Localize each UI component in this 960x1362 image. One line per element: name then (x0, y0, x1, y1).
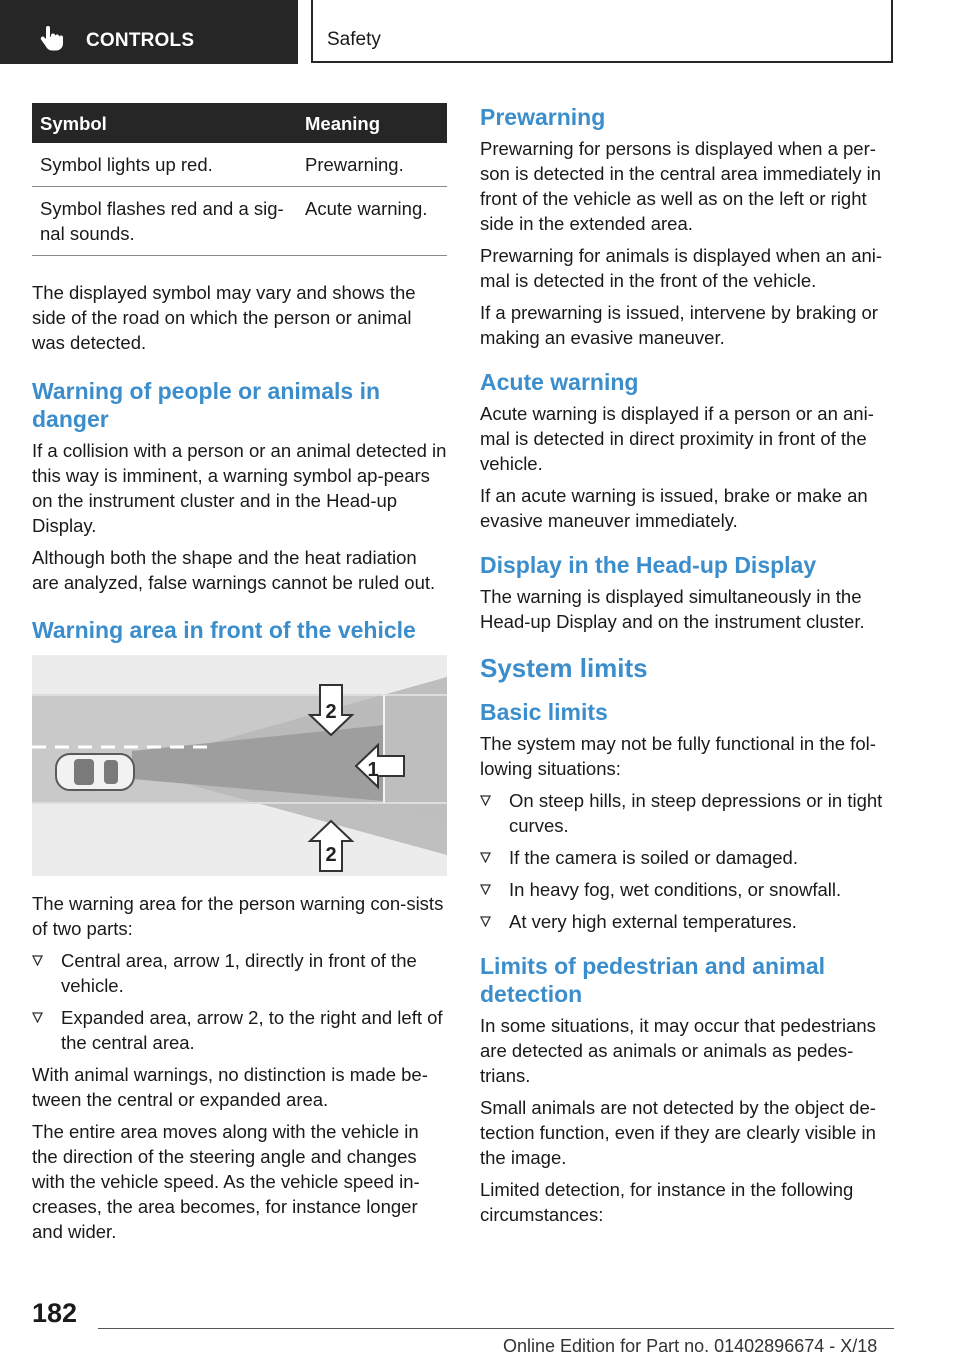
list-item-text: In heavy fog, wet conditions, or snowfall. (509, 879, 842, 900)
list-item (480, 909, 896, 934)
heading-acute-warning: Acute warning (480, 369, 639, 395)
chapter-label: CONTROLS (86, 30, 195, 51)
warning-area-list (32, 948, 447, 1055)
paragraph: With animal warnings, no distinction is made be‐tween the central or expanded area. (32, 1064, 428, 1110)
triangle-bullet-icon (480, 916, 491, 927)
triangle-bullet-icon (480, 795, 491, 806)
triangle-bullet-icon (480, 884, 491, 895)
paragraph: Although both the shape and the heat radiation are analyzed, false warnings cannot be ruled out. (32, 547, 436, 593)
heading-hud: Display in the Head-up Display (480, 552, 817, 578)
paragraph: Small animals are not detected by the object de‐tection function, even if they are clearly visible in the image. (480, 1097, 876, 1168)
heading-basic-limits: Basic limits (480, 699, 608, 725)
paragraph: The entire area moves along with the vehicle in the direction of the steering angle and changes with the vehicle speed. As the vehicle speed in‐creases, the area becomes, for instance longer and wider. (32, 1121, 420, 1242)
paragraph: The system may not be fully functional in the fol‐lowing situations: (480, 733, 876, 779)
list-item (32, 948, 447, 998)
arrow-label-top: 2 (325, 701, 337, 723)
list-item-text: At very high external temperatures. (509, 911, 797, 932)
heading-prewarning: Prewarning (480, 104, 606, 130)
table-row (32, 187, 447, 256)
list-item-text: Expanded area, arrow 2, to the right and left of the central area. (61, 1007, 443, 1053)
list-item-text: Central area, arrow 1, directly in front of the vehicle. (61, 950, 417, 996)
paragraph: If an acute warning is issued, brake or make an evasive maneuver immediately. (480, 485, 868, 531)
heading-system-limits: System limits (480, 653, 648, 683)
left-column (32, 100, 447, 1251)
triangle-bullet-icon (32, 955, 43, 966)
warning-area-diagram (32, 655, 447, 876)
heading-danger: Warning of people or animals in danger (32, 378, 381, 432)
table-header-row (32, 103, 447, 143)
triangle-bullet-icon (480, 852, 491, 863)
right-column (480, 100, 896, 1234)
table-cell: Symbol lights up red. (32, 143, 297, 187)
triangle-bullet-icon (32, 1012, 43, 1023)
heading-pedestrian-limits: Limits of pedestrian and animal detection (480, 953, 826, 1007)
paragraph: The warning is displayed simultaneously in the Head-up Display and on the instrument cluster. (480, 586, 865, 632)
chapter-tab[interactable] (0, 0, 298, 64)
list-item-text: On steep hills, in steep depressions or in tight curves. (509, 790, 883, 836)
edition-text: Online Edition for Part no. 01402896674 - X/18 (503, 1336, 878, 1356)
arrow-label-center: 1 (367, 759, 379, 781)
basic-limits-list (480, 788, 896, 934)
hand-pointer-icon (40, 26, 64, 52)
car-icon (56, 754, 134, 790)
heading-warning-area: Warning area in front of the vehicle (32, 617, 416, 643)
paragraph: The displayed symbol may vary and shows the side of the road on which the person or animal was detected. (32, 282, 416, 353)
page-number: 182 (32, 1298, 78, 1328)
paragraph: Prewarning for persons is displayed when a per‐son is detected in the central area immediately in front of the vehicle as well as on the left or right side in the extended area. (480, 138, 882, 234)
symbol-table (32, 103, 447, 256)
table-cell: Acute warning. (297, 187, 447, 256)
paragraph: Prewarning for animals is displayed when an ani‐mal is detected in the front of the vehicle. (480, 245, 883, 291)
list-item (480, 845, 896, 870)
list-item (480, 788, 896, 838)
section-label: Safety (327, 29, 381, 50)
footer-divider (98, 1328, 894, 1329)
list-item-text: If the camera is soiled or damaged. (509, 847, 798, 868)
paragraph: The warning area for the person warning con‐sists of two parts: (32, 893, 444, 939)
paragraph: If a collision with a person or an animal detected in this way is imminent, a warning symbol ap‐pears on the instrument cluster and in the Head-up Display. (32, 440, 447, 536)
paragraph: Limited detection, for instance in the following circumstances: (480, 1179, 854, 1225)
table-cell: Symbol flashes red and a sig‐nal sounds. (32, 187, 297, 256)
table-cell: Prewarning. (297, 143, 447, 187)
table-header-symbol: Symbol (32, 103, 297, 143)
paragraph: Acute warning is displayed if a person or an ani‐mal is detected in direct proximity in front of the vehicle. (480, 403, 874, 474)
paragraph: If a prewarning is issued, intervene by braking or making an evasive maneuver. (480, 302, 878, 348)
table-header-meaning: Meaning (297, 103, 447, 143)
paragraph: In some situations, it may occur that pedestrians are detected as animals or animals as pedes‐trians. (480, 1015, 876, 1086)
list-item (480, 877, 896, 902)
warning-area-figure (32, 655, 447, 876)
section-header (311, 0, 893, 63)
arrow-label-bottom: 2 (325, 844, 337, 866)
table-row (32, 143, 447, 187)
list-item (32, 1005, 447, 1055)
